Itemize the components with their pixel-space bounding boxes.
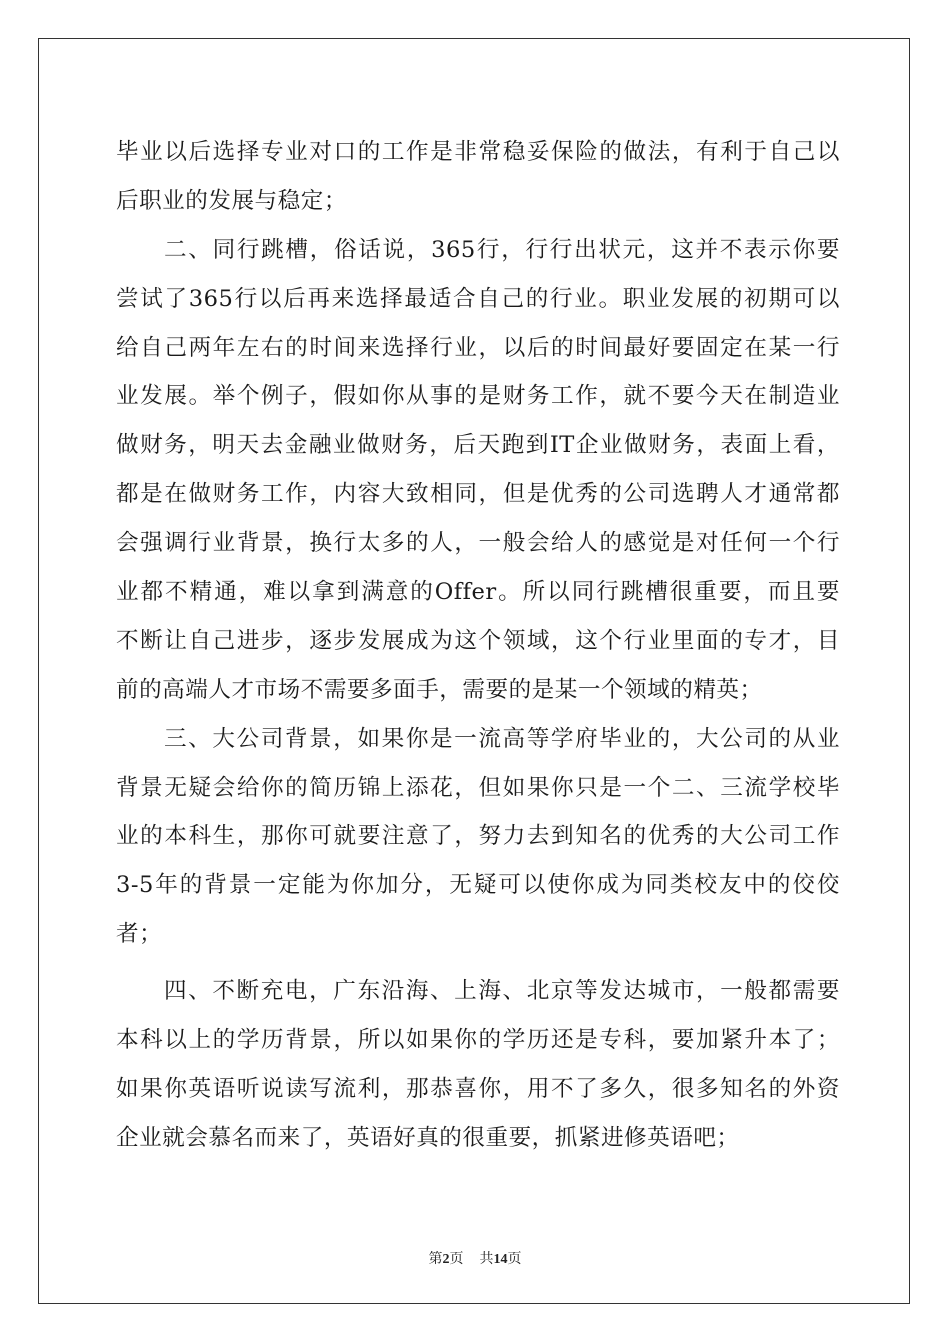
text-line: 三、大公司背景，如果你是一流高等学府毕业的，大公司的从业 xyxy=(164,725,840,752)
text-line: 3-5年的背景一定能为你加分，无疑可以使你成为同类校友中的佼佼 xyxy=(116,872,840,899)
text-line: 毕业以后选择专业对口的工作是非常稳妥保险的做法，有利于自己以 xyxy=(116,139,840,165)
page-prefix: 第 xyxy=(428,1252,443,1267)
text-line: 不断让自己进步，逐步发展成为这个领域，这个行业里面的专才，目 xyxy=(116,627,840,654)
text-line: 做财务，明天去金融业做财务，后天跑到IT企业做财务，表面上看， xyxy=(116,432,840,459)
total-prefix: 共 xyxy=(479,1252,494,1267)
total-pages: 14 xyxy=(493,1252,508,1267)
total-suffix: 页 xyxy=(507,1252,522,1267)
page-number: 2 xyxy=(442,1252,450,1267)
text-line: 者； xyxy=(116,921,163,948)
text-line: 企业就会慕名而来了，英语好真的很重要，抓紧进修英语吧； xyxy=(116,1124,740,1151)
text-line: 背景无疑会给你的简历锦上添花，但如果你只是一个二、三流学校毕 xyxy=(116,774,840,801)
page-footer xyxy=(0,1248,950,1268)
text-line: 后职业的发展与稳定； xyxy=(116,187,347,214)
text-line: 尝试了365行以后再来选择最适合自己的行业。职业发展的初期可以 xyxy=(116,285,840,312)
text-line: 都是在做财务工作，内容大致相同，但是优秀的公司选聘人才通常都 xyxy=(116,481,840,508)
document-body xyxy=(116,128,840,1163)
text-line: 会强调行业背景，换行太多的人，一般会给人的感觉是对任何一个行 xyxy=(116,530,840,557)
text-line: 如果你英语听说读写流利，那恭喜你，用不了多久，很多知名的外资 xyxy=(116,1075,840,1102)
paragraph-1 xyxy=(116,128,840,226)
text-line: 业发展。举个例子，假如你从事的是财务工作，就不要今天在制造业 xyxy=(116,383,840,410)
text-line: 前的高端人才市场不需要多面手，需要的是某一个领域的精英； xyxy=(116,676,763,703)
text-line: 业都不精通，难以拿到满意的Offer。所以同行跳槽很重要，而且要 xyxy=(116,579,840,606)
text-line: 给自己两年左右的时间来选择行业，以后的时间最好要固定在某一行 xyxy=(116,334,840,361)
paragraph-2 xyxy=(116,226,840,715)
text-line: 业的本科生，那你可就要注意了，努力去到知名的优秀的大公司工作 xyxy=(116,823,840,850)
text-line: 四、不断充电，广东沿海、上海、北京等发达城市，一般都需要 xyxy=(164,978,840,1005)
text-line: 本科以上的学历背景，所以如果你的学历还是专科，要加紧升本了； xyxy=(116,1027,840,1054)
page-suffix: 页 xyxy=(449,1252,464,1267)
text-line: 二、同行跳槽，俗话说，365行，行行出状元，这并不表示你要 xyxy=(164,236,840,263)
paragraph-4 xyxy=(116,967,840,1163)
paragraph-3 xyxy=(116,715,840,959)
